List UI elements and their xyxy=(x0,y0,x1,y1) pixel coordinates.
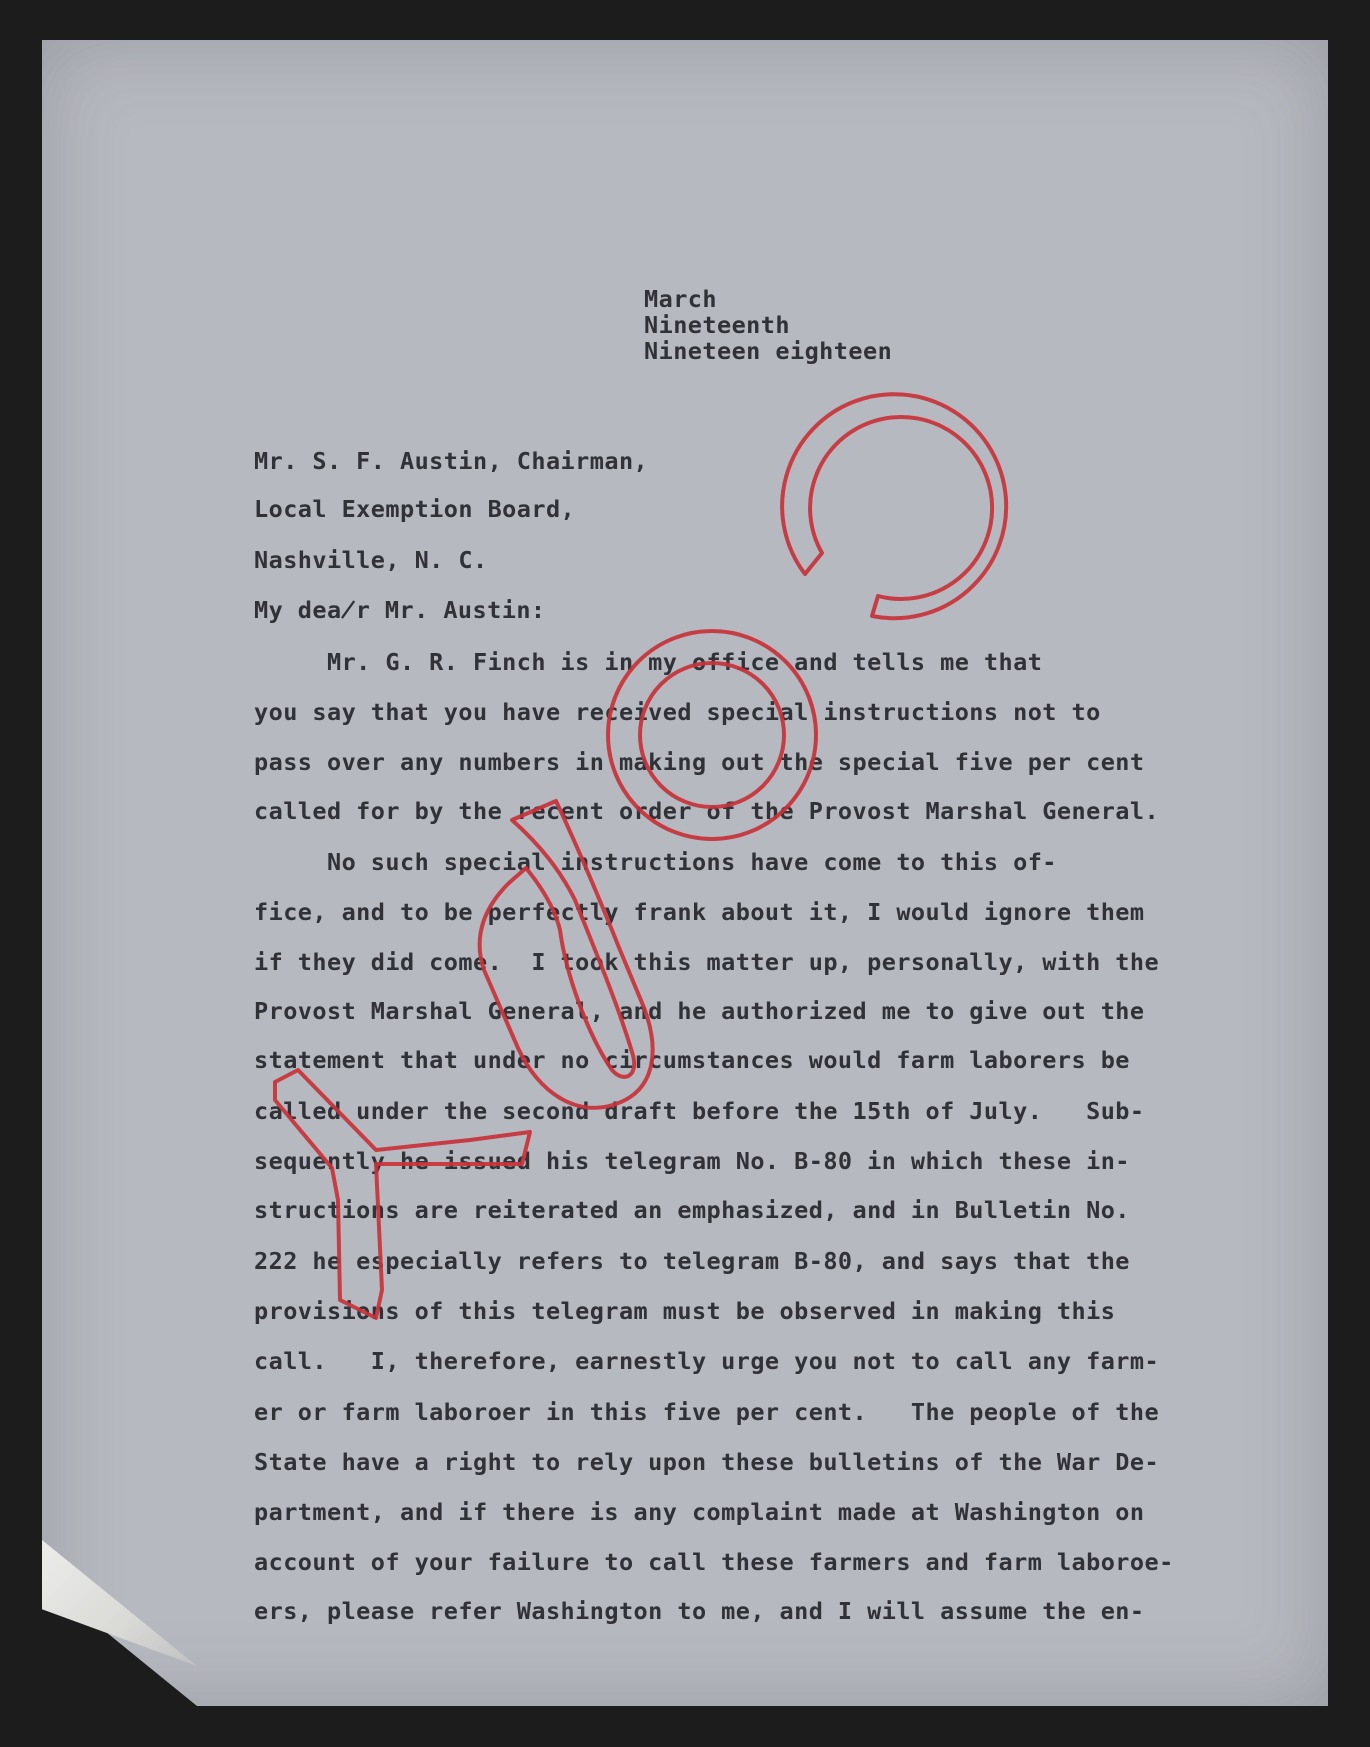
body-line: called under the second draft before the 15th of July. Sub- xyxy=(254,1097,1145,1125)
body-line: State have a right to rely upon these bulletins of the War De- xyxy=(254,1448,1160,1476)
salutation: My dea̸r Mr. Austin: xyxy=(254,596,546,624)
addressee-name: Mr. S. F. Austin, Chairman, xyxy=(254,447,649,475)
body-line: sequently he issued his telegram No. B-80 in which these in- xyxy=(254,1147,1130,1175)
body-line: called for by the recent order of the Provost Marshal General. xyxy=(254,797,1160,825)
body-line: 222 he especially refers to telegram B-80, and says that the xyxy=(254,1247,1130,1275)
body-line: ers, please refer Washington to me, and I will assume the en- xyxy=(254,1597,1145,1625)
body-line: partment, and if there is any complaint made at Washington on xyxy=(254,1498,1145,1526)
stamp-letter-y xyxy=(275,1070,530,1318)
stamp-letter-c xyxy=(782,394,1006,618)
body-line: fice, and to be perfectly frank about it, I would ignore them xyxy=(254,898,1145,926)
date-year: Nineteen eighteen xyxy=(644,337,893,365)
stamp-letter-p xyxy=(480,801,653,1108)
body-line: Provost Marshal General, and he authorized me to give out the xyxy=(254,997,1145,1025)
addressee-board: Local Exemption Board, xyxy=(254,495,576,523)
body-line: call. I, therefore, earnestly urge you not to call any farm- xyxy=(254,1347,1160,1375)
body-line: No such special instructions have come to this of- xyxy=(254,848,1057,876)
body-line: statement that under no circumstances would farm laborers be xyxy=(254,1046,1130,1074)
body-line: Mr. G. R. Finch is in my office and tells me that xyxy=(254,648,1043,676)
date-day: Nineteenth xyxy=(644,311,790,339)
body-line: you say that you have received special instructions not to xyxy=(254,698,1101,726)
body-line: provisions of this telegram must be observed in making this xyxy=(254,1297,1116,1325)
body-line: if they did come. I took this matter up, personally, with the xyxy=(254,948,1160,976)
body-line: er or farm laboroer in this five per cent. The people of the xyxy=(254,1398,1160,1426)
stamp-letter-o-inner xyxy=(640,663,784,807)
body-line: pass over any numbers in making out the special five per cent xyxy=(254,748,1145,776)
body-line: account of your failure to call these farmers and farm laboroe- xyxy=(254,1548,1174,1576)
date-month: March xyxy=(644,285,717,313)
body-line: structions are reiterated an emphasized, and in Bulletin No. xyxy=(254,1196,1130,1224)
addressee-city: Nashville, N. C. xyxy=(254,546,488,574)
